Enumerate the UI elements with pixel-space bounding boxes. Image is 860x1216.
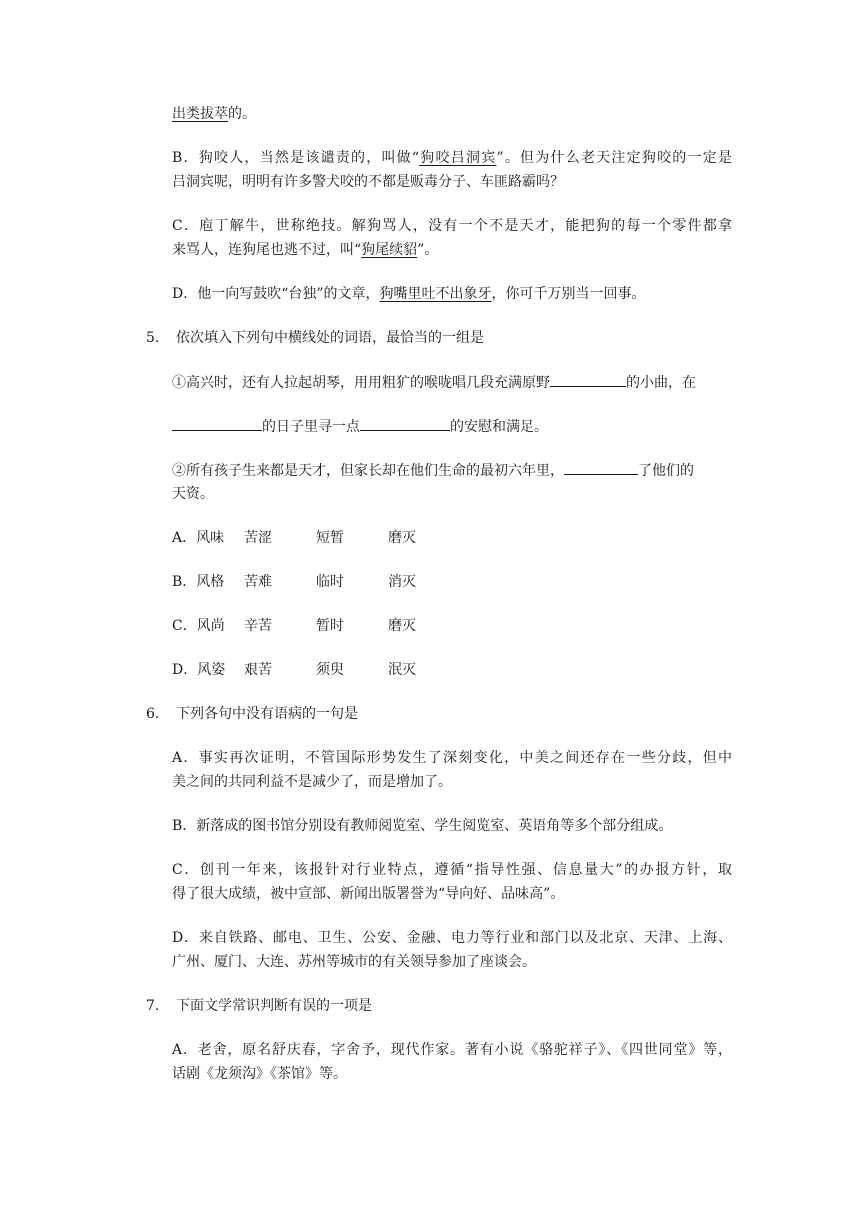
question-stem: 下面文学常识判断有误的一项是 <box>176 998 372 1014</box>
q7-option-a-line2: 话剧《龙须沟》《茶馆》等。 <box>172 1066 347 1082</box>
q4-option-c-line2: 来骂人，连狗尾也逃不过，叫“狗尾续貂”。 <box>172 242 439 258</box>
q6-option-d-line2: 广州、厦门、大连、苏州等城市的有关领导参加了座谈会。 <box>172 954 536 970</box>
underlined-phrase: 出类拔萃 <box>172 106 228 122</box>
q5-sentence-1-line2: 的日子里寻一点 的安慰和满足。 <box>172 416 548 437</box>
question-stem: 下列各句中没有语病的一句是 <box>176 706 358 722</box>
q4-option-b-line2: 吕洞宾呢，明明有许多警犬咬的不都是贩毒分子、车匪路霸吗？ <box>172 174 564 190</box>
q6-option-c-line2: 得了很大成绩，被中宣部、新闻出版署誉为“导向好、品味高”。 <box>172 886 565 902</box>
question-number: 5. <box>146 330 160 346</box>
q5-option-d: D．风姿 艰苦 须臾 泯灭 <box>172 662 416 678</box>
q5-option-c: C．风尚 辛苦 暂时 磨灭 <box>172 618 416 634</box>
question-number: 7. <box>146 998 160 1014</box>
q5-sentence-2-line2: 天资。 <box>172 486 214 502</box>
answer-blank <box>172 416 262 431</box>
q5-sentence-2-line1: ②所有孩子生来都是天才，但家长却在他们生命的最初六年里， 了他们的 <box>172 460 694 481</box>
q5-sentence-1-line1: ①高兴时，还有人拉起胡琴，用用粗犷的喉咙唱几段充满原野 的小曲，在 <box>172 372 696 393</box>
q6-option-d-line1: D．来自铁路、邮电、卫生、公安、金融、电力等行业和部门以及北京、天津、上海、 <box>172 930 732 946</box>
q6-option-b: B．新落成的图书馆分别设有教师阅览室、学生阅览室、英语角等多个部分组成。 <box>172 818 673 834</box>
q5-option-a: A．风味 苦涩 短暂 磨灭 <box>172 530 416 546</box>
q4-option-b-line1: B．狗咬人，当然是该谴责的，叫做“狗咬吕洞宾”。但为什么老天注定狗咬的一定是 <box>172 150 732 166</box>
q6-option-a-line1: A．事实再次证明，不管国际形势发生了深刻变化，中美之间还存在一些分歧，但中 <box>172 750 732 766</box>
underlined-phrase: 狗咬吕洞宾 <box>419 150 497 166</box>
q5-option-b: B．风格 苦难 临时 消灭 <box>172 574 416 590</box>
answer-blank <box>550 372 626 387</box>
q4-option-a-continuation: 出类拔萃的。 <box>172 106 256 122</box>
question-number: 6. <box>146 706 160 722</box>
underlined-phrase: 狗尾续貂 <box>361 242 418 258</box>
answer-blank <box>564 460 638 475</box>
q6-option-c-line1: C．创刊一年来，该报针对行业特点，遵循“指导性强、信息量大”的办报方针，取 <box>172 862 732 878</box>
q4-option-d: D．他一向写鼓吹“台独”的文章，狗嘴里吐不出象牙，你可千万别当一回事。 <box>172 286 646 302</box>
q4-option-c-line1: C．庖丁解牛，世称绝技。解狗骂人，没有一个不是天才，能把狗的每一个零件都拿 <box>172 218 732 234</box>
q6-option-a-line2: 美之间的共同利益不是减少了，而是增加了。 <box>172 774 452 790</box>
answer-blank <box>360 416 450 431</box>
underlined-phrase: 狗嘴里吐不出象牙 <box>379 286 492 302</box>
q7-option-a-line1: A．老舍，原名舒庆春，字舍予，现代作家。著有小说《骆驼祥子》、《四世同堂》等， <box>172 1042 732 1058</box>
question-stem: 依次填入下列句中横线处的词语，最恰当的一组是 <box>176 330 484 346</box>
